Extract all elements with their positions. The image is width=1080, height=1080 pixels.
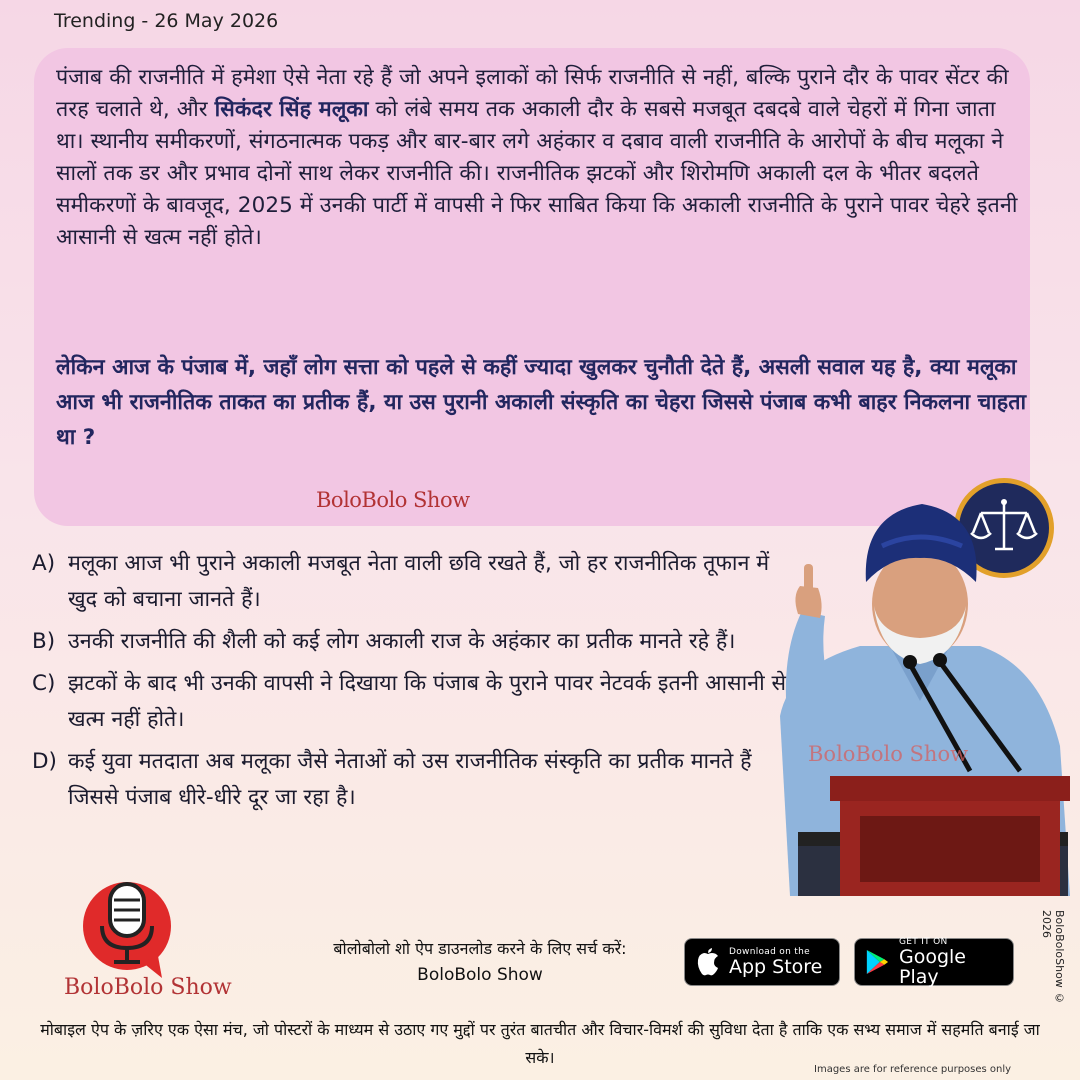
app-name: BoloBolo Show	[417, 965, 543, 985]
apple-icon	[695, 947, 721, 977]
option-letter: B)	[32, 629, 56, 654]
option-a[interactable]	[32, 546, 792, 618]
option-text: उनकी राजनीति की शैली को कई लोग अकाली राज के अहंकार का प्रतीक मानते रहे हैं।	[68, 629, 736, 654]
option-letter: C)	[32, 671, 56, 696]
play-small-text: GET IT ON	[899, 937, 948, 947]
option-text: मलूका आज भी पुराने अकाली मजबूत नेता वाली छवि रखते हैं, जो हर राजनीतिक तूफान में खुद को बचाना जानते हैं।	[68, 551, 770, 612]
option-d[interactable]	[32, 744, 792, 816]
option-letter: D)	[32, 749, 57, 774]
photo-watermark: BoloBolo Show	[808, 742, 969, 766]
option-text: झटकों के बाद भी उनकी वापसी ने दिखाया कि पंजाब के पुराने पावर नेटवर्क इतनी आसानी से खत्म नहीं होते।	[68, 671, 787, 732]
option-text: कई युवा मतदाता अब मलूका जैसे नेताओं को उस राजनीतिक संस्कृति का प्रतीक मानते हैं जिससे पंजाब धीरे-धीरे दूर जा रहा है।	[68, 749, 752, 810]
google-play-button[interactable]	[854, 938, 1014, 986]
footer-text: मोबाइल ऐप के ज़रिए एक ऐसा मंच, जो पोस्टरों के माध्यम से उठाए गए मुद्दों पर तुरंत बातचीत और विचार-विमर्श की सुविधा देता है ताकि एक सभ्य समाज में सहमति बनाई जा सके।	[40, 1020, 1040, 1067]
poll-question: लेकिन आज के पंजाब में, जहाँ लोग सत्ता को पहले से कहीं ज्यादा खुलकर चुनौती देते हैं, असली सवाल यह है, क्या मलूका आज भी राजनीतिक ताकत का प्रतीक हैं, या उस पुरानी अकाली संस्कृति का चेहरा जिससे पंजाब कभी बाहर निकलना चाहता था ?	[56, 355, 1027, 450]
option-b[interactable]	[32, 624, 792, 660]
play-large-text: Google Play	[899, 946, 967, 988]
google-play-icon	[865, 947, 889, 977]
poll-options	[32, 546, 792, 822]
article-paragraph	[56, 62, 1028, 254]
appstore-large-text: App Store	[729, 956, 823, 978]
logo-text: BoloBolo Show	[64, 975, 232, 1000]
watermark-text: BoloBolo Show	[316, 488, 470, 512]
copyright-side-text: BoloBoloShow © 2026	[1040, 910, 1066, 1005]
appstore-small-text: Download on the	[729, 947, 810, 957]
download-prompt	[260, 936, 700, 988]
date-label: Trending - 26 May 2026	[54, 10, 279, 32]
article-text-before: पंजाब की राजनीति में हमेशा ऐसे नेता रहे हैं जो अपने इलाकों को सिर्फ राजनीति से नहीं, बल्कि पुराने दौर के पावर सेंटर की तरह चलाते थे, और	[56, 65, 1009, 122]
reference-note: Images are for reference purposes only	[814, 1064, 1012, 1075]
article-text-after: को लंबे समय तक अकाली दौर के सबसे मजबूत दबदबे वाले चेहरों में गिना जाता था। स्थानीय समीकरणों, संगठनात्मक पकड़ और बार-बार लगे अहंकार व दबाव वाली राजनीति के आरोपों के बीच मलूका ने सालों तक डर और प्रभाव दोनों साथ लेकर राजनीति की। राजनीतिक झटकों और शिरोमणि अकाली दल के भीतर बदलते समीकरणों के बावजूद, 2025 में उनकी पार्टी में वापसी ने फिर साबित किया कि अकाली राजनीति के पुराने पावर चेहरे इतनी आसानी से खत्म नहीं होते।	[56, 97, 1018, 250]
app-store-button[interactable]	[684, 938, 840, 986]
option-c[interactable]	[32, 666, 792, 738]
politician-photo	[770, 486, 1080, 896]
politician-name: सिकंदर सिंह मलूका	[214, 97, 369, 122]
option-letter: A)	[32, 551, 56, 576]
download-instruction: बोलोबोलो शो ऐप डाउनलोड करने के लिए सर्च करें:	[333, 939, 627, 958]
